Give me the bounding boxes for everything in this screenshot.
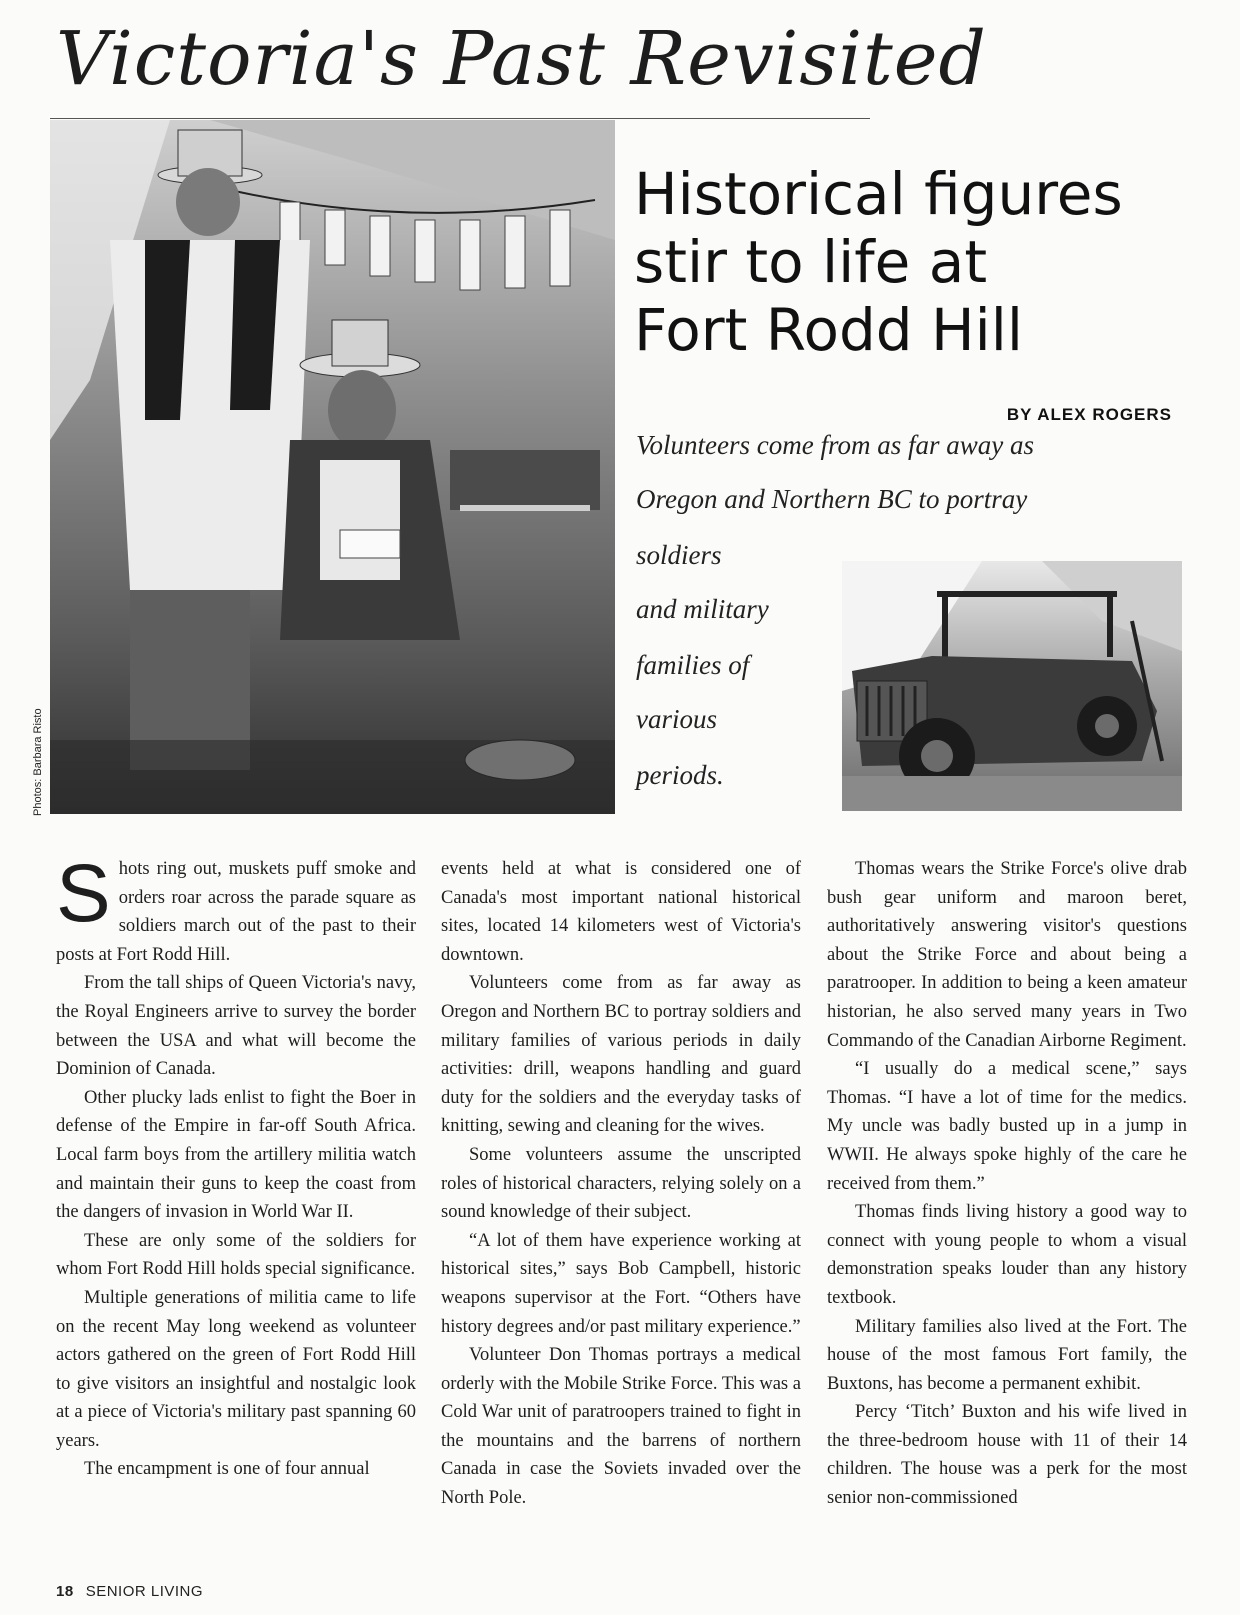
headline-line-1: Historical figures [634,160,1123,228]
drop-cap: S [56,848,111,939]
article-paragraph: The encampment is one of four annual [84,1459,370,1480]
article-paragraph: Multiple generations of militia came to life on the recent May long weekend as volunteer actors gathered on the green of Fort Rodd Hill to give visitors an insightful and nostalgic look at a piece of Victoria's military past spanning 60 years. [56,1287,416,1451]
article-paragraph: Thomas wears the Strike Force's olive drab bush gear uniform and maroon beret, authoritatively answering visitor's questions about the Strike Force and about being a paratrooper. In addition to being a keen amateur historian, he also served many years in Two Commando of the Canadian Airborne Regiment. [827,859,1187,1051]
article-paragraph: Military families also lived at the Fort. The house of the most famous Fort family, the Buxtons, has become a permanent exhibit. [827,1316,1187,1394]
dek-line-5: families of [636,650,750,680]
article-column-1 [56,848,416,1484]
article-column-2 [441,855,801,1513]
photo-credit: Photos: Barbara Risto [32,708,44,816]
article-paragraph: These are only some of the soldiers for whom Fort Rodd Hill holds special significance. [56,1230,416,1280]
byline: BY ALEX ROGERS [1006,405,1172,424]
dek-line-1: Volunteers come from as far away as [636,430,1034,460]
main-photo [50,120,615,814]
dek-line-4: and military [636,594,769,624]
headline [634,160,1194,364]
masthead-rule [50,118,870,119]
jeep-photo [842,561,1182,811]
page-footer [56,1583,203,1600]
article-paragraph: Other plucky lads enlist to fight the Boer in defense of the Empire in far-off South Africa. Local farm boys from the artillery militia watch and maintain their guns to keep the coast from the dangers of invasion in World War II. [56,1087,416,1223]
page-number: 18 [56,1583,74,1600]
publication-name: SENIOR LIVING [85,1583,204,1600]
article-paragraph: “A lot of them have experience working at historical sites,” says Bob Campbell, historic weapons supervisor at the Fort. “Others have history degrees and/or past military experience.” [441,1230,801,1337]
article-paragraph: Volunteers come from as far away as Oregon and Northern BC to portray soldiers and military families of various periods in daily activities: drill, weapons handling and guard duty for the soldiers and the everyday tasks of knitting, sewing and cleaning for the wives. [441,973,801,1137]
headline-line-2: stir to life at [634,228,988,296]
article-paragraph: Some volunteers assume the unscripted roles of historical characters, relying solely on a sound knowledge of their subject. [441,1144,801,1223]
article-paragraph: “I usually do a medical scene,” says Thomas. “I have a lot of time for the medics. My uncle was badly busted up in a jump in WWII. He always spoke highly of the care he received from them.” [827,1059,1187,1194]
dek-line-3: soldiers [636,540,722,570]
article-paragraph: Volunteer Don Thomas portrays a medical orderly with the Mobile Strike Force. This was a Cold War unit of paratroopers trained to fight in the mountains and the barrens of northern Canada in case the Soviets invaded over the North Pole. [441,1345,801,1509]
article-paragraph: Thomas finds living history a good way to connect with young people to whom a visual demonstration speaks louder than any history textbook. [827,1202,1187,1308]
article-paragraph: events held at what is considered one of Canada's most important national historical sites, located 14 kilometers west of Victoria's downtown. [441,859,801,965]
article-paragraph: From the tall ships of Queen Victoria's navy, the Royal Engineers arrive to survey the border between the USA and what will become the Dominion of Canada. [56,973,416,1080]
dek-line-6: various [636,704,717,734]
dek-line-7: periods. [636,760,724,790]
masthead-title: Victoria's Past Revisited [56,16,987,102]
dek-line-2: Oregon and Northern BC to portray [636,484,1028,514]
article-paragraph: Percy ‘Titch’ Buxton and his wife lived in the three-bedroom house with 11 of their 14 children. The house was a perk for the most senior non-commissioned [827,1402,1187,1509]
headline-line-3: Fort Rodd Hill [634,296,1024,364]
article-column-3 [827,855,1187,1513]
article-paragraph: Shots ring out, muskets puff smoke and orders roar across the parade square as soldiers march out of the past to their posts at Fort Rodd Hill. [56,848,416,965]
